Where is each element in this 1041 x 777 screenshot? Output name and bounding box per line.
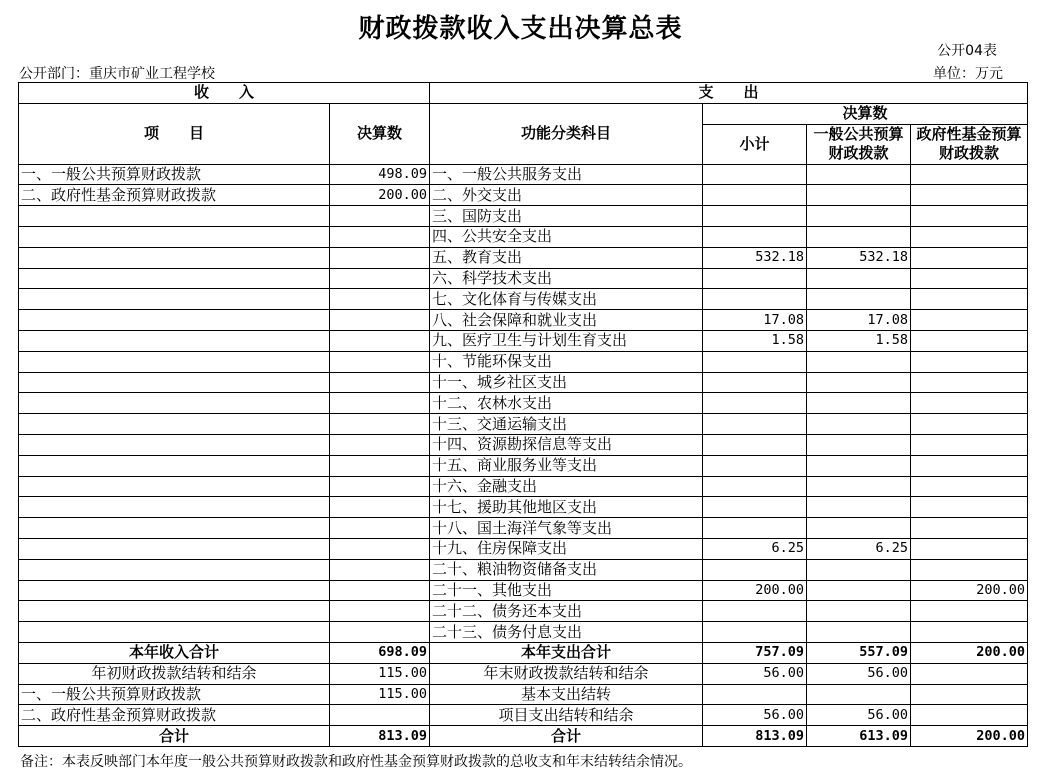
- income-item-cell: [19, 601, 330, 622]
- table-row: [19, 289, 1028, 310]
- gov-fund-cell: [911, 185, 1028, 206]
- income-amount-cell: [330, 538, 430, 559]
- subtotal-cell: [703, 226, 807, 247]
- expense-item-cell: 五、教育支出: [430, 247, 703, 268]
- table-row: [19, 559, 1028, 580]
- gov-fund-cell: [911, 455, 1028, 476]
- summary-row: [19, 642, 1028, 663]
- table-row: [19, 226, 1028, 247]
- general-budget-cell: 557.09: [807, 642, 911, 663]
- gov-fund-cell: [911, 705, 1028, 726]
- final-amount-header-2: 决算数: [703, 103, 1028, 124]
- summary-row: [19, 663, 1028, 684]
- table-row: [19, 247, 1028, 268]
- form-number: 公开04表: [937, 43, 997, 59]
- general-budget-cell: [807, 622, 911, 643]
- gov-fund-cell: [911, 538, 1028, 559]
- subtotal-cell: [703, 289, 807, 310]
- gov-fund-cell: [911, 434, 1028, 455]
- budget-table: [18, 82, 1028, 747]
- table-row: [19, 206, 1028, 227]
- subtotal-cell: [703, 684, 807, 705]
- expense-item-cell: 四、公共安全支出: [430, 226, 703, 247]
- income-amount-cell: [330, 372, 430, 393]
- general-budget-cell: [807, 601, 911, 622]
- general-budget-cell: [807, 434, 911, 455]
- income-header: 收 入: [19, 83, 430, 104]
- income-item-cell: [19, 268, 330, 289]
- expense-item-cell: 一、一般公共服务支出: [430, 164, 703, 185]
- income-item-cell: [19, 351, 330, 372]
- gov-fund-cell: [911, 663, 1028, 684]
- subtotal-cell: 6.25: [703, 538, 807, 559]
- subtotal-cell: [703, 206, 807, 227]
- gov-fund-cell: [911, 393, 1028, 414]
- income-amount-cell: [330, 622, 430, 643]
- expense-item-cell: 十七、援助其他地区支出: [430, 497, 703, 518]
- page-title: 财政拨款收入支出决算总表: [358, 14, 683, 44]
- item-header: 项 目: [19, 103, 330, 164]
- income-item-cell: [19, 434, 330, 455]
- gov-fund-cell: [911, 247, 1028, 268]
- income-item-cell: 年初财政拨款结转和结余: [19, 663, 330, 684]
- general-budget-cell: [807, 455, 911, 476]
- func-class-header: 功能分类科目: [430, 103, 703, 164]
- income-amount-cell: [330, 393, 430, 414]
- table-row: [19, 185, 1028, 206]
- income-amount-cell: [330, 206, 430, 227]
- subtotal-cell: 200.00: [703, 580, 807, 601]
- expense-item-cell: 十二、农林水支出: [430, 393, 703, 414]
- income-amount-cell: 498.09: [330, 164, 430, 185]
- income-amount-cell: 200.00: [330, 185, 430, 206]
- subtotal-cell: [703, 372, 807, 393]
- table-row: [19, 518, 1028, 539]
- expense-item-cell: 十六、金融支出: [430, 476, 703, 497]
- income-amount-cell: 115.00: [330, 663, 430, 684]
- table-row: [19, 622, 1028, 643]
- income-item-cell: [19, 414, 330, 435]
- gov-fund-cell: [911, 164, 1028, 185]
- income-item-cell: [19, 538, 330, 559]
- income-amount-cell: [330, 476, 430, 497]
- expense-item-cell: 二十三、债务付息支出: [430, 622, 703, 643]
- subtotal-cell: [703, 185, 807, 206]
- income-amount-cell: [330, 226, 430, 247]
- subtotal-cell: [703, 434, 807, 455]
- subtotal-cell: 1.58: [703, 330, 807, 351]
- gov-fund-cell: [911, 289, 1028, 310]
- gov-fund-cell: [911, 497, 1028, 518]
- table-row: [19, 164, 1028, 185]
- income-item-cell: [19, 497, 330, 518]
- general-budget-cell: [807, 393, 911, 414]
- income-amount-cell: [330, 330, 430, 351]
- section-header-row: [19, 83, 1028, 104]
- general-budget-cell: [807, 476, 911, 497]
- general-budget-cell: 56.00: [807, 705, 911, 726]
- subtotal-cell: [703, 455, 807, 476]
- subtotal-cell: [703, 351, 807, 372]
- table-row: [19, 393, 1028, 414]
- subtotal-cell: [703, 476, 807, 497]
- income-item-cell: 二、政府性基金预算财政拨款: [19, 705, 330, 726]
- table-row: [19, 580, 1028, 601]
- table-row: [19, 497, 1028, 518]
- unit-label: 单位：万元: [933, 66, 1003, 82]
- gov-fund-cell: [911, 268, 1028, 289]
- subtotal-cell: 813.09: [703, 726, 807, 747]
- income-amount-cell: [330, 497, 430, 518]
- summary-row: [19, 684, 1028, 705]
- expense-item-cell: 合计: [430, 726, 703, 747]
- general-budget-cell: 6.25: [807, 538, 911, 559]
- income-amount-cell: [330, 289, 430, 310]
- table-row: [19, 372, 1028, 393]
- gov-fund-cell: 200.00: [911, 580, 1028, 601]
- income-item-cell: [19, 330, 330, 351]
- expense-item-cell: 年末财政拨款结转和结余: [430, 663, 703, 684]
- general-budget-header: 一般公共预算财政拨款: [807, 124, 911, 164]
- general-budget-cell: 1.58: [807, 330, 911, 351]
- general-budget-cell: 532.18: [807, 247, 911, 268]
- general-budget-cell: 17.08: [807, 310, 911, 331]
- subtotal-cell: 56.00: [703, 663, 807, 684]
- income-item-cell: [19, 310, 330, 331]
- expense-item-cell: 二、外交支出: [430, 185, 703, 206]
- income-amount-cell: [330, 414, 430, 435]
- gov-fund-cell: [911, 476, 1028, 497]
- final-amount-header: 决算数: [330, 103, 430, 164]
- income-item-cell: [19, 476, 330, 497]
- general-budget-cell: [807, 518, 911, 539]
- general-budget-cell: [807, 164, 911, 185]
- income-amount-cell: 115.00: [330, 684, 430, 705]
- income-amount-cell: [330, 705, 430, 726]
- expense-item-cell: 八、社会保障和就业支出: [430, 310, 703, 331]
- gov-fund-header: 政府性基金预算财政拨款: [911, 124, 1028, 164]
- subtotal-cell: 532.18: [703, 247, 807, 268]
- subtotal-cell: [703, 518, 807, 539]
- income-item-cell: [19, 518, 330, 539]
- gov-fund-cell: [911, 310, 1028, 331]
- table-row: [19, 538, 1028, 559]
- general-budget-cell: [807, 351, 911, 372]
- summary-row: [19, 705, 1028, 726]
- gov-fund-cell: [911, 684, 1028, 705]
- general-budget-cell: [807, 372, 911, 393]
- subtotal-cell: [703, 559, 807, 580]
- summary-row: [19, 726, 1028, 747]
- expense-item-cell: 二十、粮油物资储备支出: [430, 559, 703, 580]
- expense-item-cell: 六、科学技术支出: [430, 268, 703, 289]
- gov-fund-cell: [911, 372, 1028, 393]
- expense-item-cell: 十一、城乡社区支出: [430, 372, 703, 393]
- table-row: [19, 351, 1028, 372]
- expense-item-cell: 二十一、其他支出: [430, 580, 703, 601]
- expense-item-cell: 三、国防支出: [430, 206, 703, 227]
- expense-item-cell: 项目支出结转和结余: [430, 705, 703, 726]
- gov-fund-cell: [911, 206, 1028, 227]
- table-row: [19, 414, 1028, 435]
- expense-item-cell: 十九、住房保障支出: [430, 538, 703, 559]
- subtotal-cell: 757.09: [703, 642, 807, 663]
- table-row: [19, 434, 1028, 455]
- subtotal-cell: [703, 268, 807, 289]
- gov-fund-cell: [911, 559, 1028, 580]
- table-row: [19, 268, 1028, 289]
- expense-item-cell: 十五、商业服务业等支出: [430, 455, 703, 476]
- gov-fund-cell: [911, 601, 1028, 622]
- expense-item-cell: 十八、国土海洋气象等支出: [430, 518, 703, 539]
- expense-item-cell: 七、文化体育与传媒支出: [430, 289, 703, 310]
- subtotal-cell: [703, 393, 807, 414]
- subtotal-cell: [703, 414, 807, 435]
- general-budget-cell: 613.09: [807, 726, 911, 747]
- income-item-cell: [19, 289, 330, 310]
- income-item-cell: [19, 455, 330, 476]
- income-amount-cell: [330, 247, 430, 268]
- subtotal-cell: 17.08: [703, 310, 807, 331]
- expense-item-cell: 基本支出结转: [430, 684, 703, 705]
- income-item-cell: [19, 206, 330, 227]
- expense-item-cell: 九、医疗卫生与计划生育支出: [430, 330, 703, 351]
- income-amount-cell: [330, 455, 430, 476]
- income-amount-cell: [330, 580, 430, 601]
- table-row: [19, 601, 1028, 622]
- income-amount-cell: [330, 434, 430, 455]
- general-budget-cell: [807, 289, 911, 310]
- income-amount-cell: [330, 518, 430, 539]
- expense-item-cell: 二十二、债务还本支出: [430, 601, 703, 622]
- table-row: [19, 455, 1028, 476]
- gov-fund-cell: 200.00: [911, 642, 1028, 663]
- expense-item-cell: 十三、交通运输支出: [430, 414, 703, 435]
- income-amount-cell: [330, 310, 430, 331]
- income-item-cell: 二、政府性基金预算财政拨款: [19, 185, 330, 206]
- footnote: 备注：本表反映部门本年度一般公共预算财政拨款和政府性基金预算财政拨款的总收支和年末结转结余情况。: [20, 754, 692, 770]
- income-amount-cell: [330, 559, 430, 580]
- income-amount-cell: 698.09: [330, 642, 430, 663]
- expense-item-cell: 十、节能环保支出: [430, 351, 703, 372]
- gov-fund-cell: [911, 226, 1028, 247]
- subtotal-cell: [703, 601, 807, 622]
- general-budget-cell: [807, 497, 911, 518]
- income-amount-cell: [330, 351, 430, 372]
- general-budget-cell: 56.00: [807, 663, 911, 684]
- income-item-cell: 一、一般公共预算财政拨款: [19, 164, 330, 185]
- subtotal-header: 小计: [703, 124, 807, 164]
- expense-header: 支 出: [430, 83, 1028, 104]
- income-item-cell: [19, 580, 330, 601]
- income-item-cell: [19, 372, 330, 393]
- general-budget-cell: [807, 580, 911, 601]
- income-item-cell: [19, 622, 330, 643]
- income-item-cell: [19, 247, 330, 268]
- gov-fund-cell: [911, 330, 1028, 351]
- general-budget-cell: [807, 268, 911, 289]
- income-item-cell: 本年收入合计: [19, 642, 330, 663]
- expense-item-cell: 本年支出合计: [430, 642, 703, 663]
- gov-fund-cell: [911, 622, 1028, 643]
- column-header-row: [19, 103, 1028, 124]
- subtotal-cell: [703, 164, 807, 185]
- income-amount-cell: [330, 268, 430, 289]
- general-budget-cell: [807, 206, 911, 227]
- table-row: [19, 310, 1028, 331]
- income-amount-cell: [330, 601, 430, 622]
- subtotal-cell: [703, 622, 807, 643]
- table-row: [19, 476, 1028, 497]
- income-item-cell: [19, 393, 330, 414]
- expense-item-cell: 十四、资源勘探信息等支出: [430, 434, 703, 455]
- income-item-cell: [19, 226, 330, 247]
- general-budget-cell: [807, 185, 911, 206]
- table-row: [19, 330, 1028, 351]
- general-budget-cell: [807, 414, 911, 435]
- subtotal-cell: [703, 497, 807, 518]
- general-budget-cell: [807, 226, 911, 247]
- gov-fund-cell: [911, 351, 1028, 372]
- gov-fund-cell: [911, 414, 1028, 435]
- department-label: 公开部门：重庆市矿业工程学校: [19, 66, 215, 82]
- income-item-cell: 一、一般公共预算财政拨款: [19, 684, 330, 705]
- income-amount-cell: 813.09: [330, 726, 430, 747]
- subtotal-cell: 56.00: [703, 705, 807, 726]
- general-budget-cell: [807, 559, 911, 580]
- general-budget-cell: [807, 684, 911, 705]
- gov-fund-cell: 200.00: [911, 726, 1028, 747]
- income-item-cell: [19, 559, 330, 580]
- gov-fund-cell: [911, 518, 1028, 539]
- income-item-cell: 合计: [19, 726, 330, 747]
